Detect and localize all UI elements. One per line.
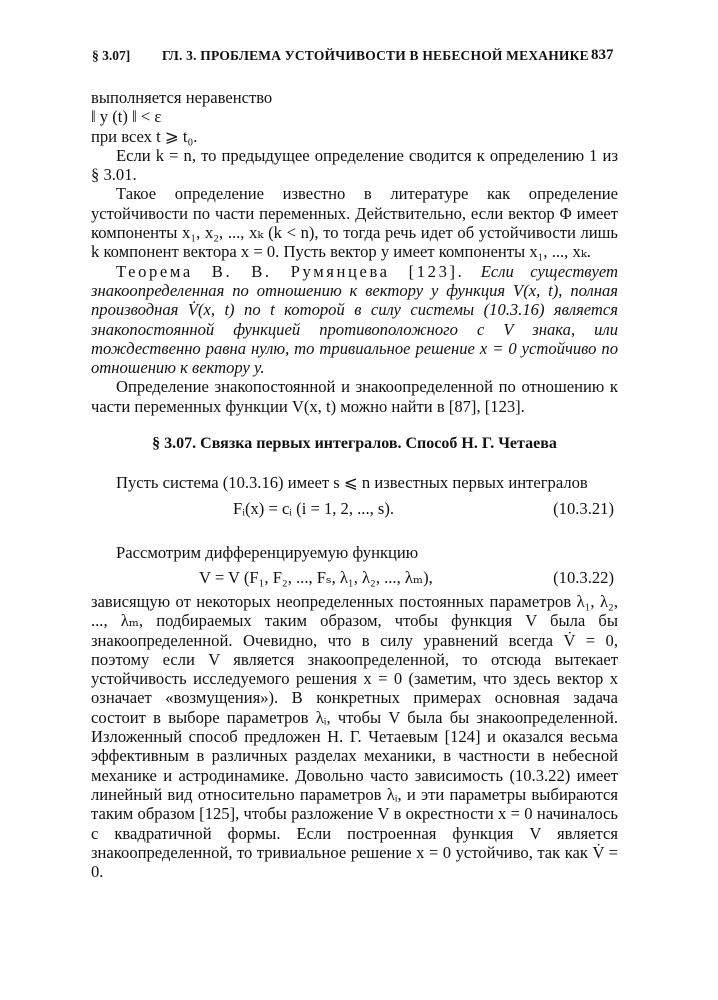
paragraph: Пусть система (10.3.16) имеет s ⩽ n известных первых интегралов: [116, 473, 588, 493]
paragraph: при всех t ⩾ t₀.: [91, 126, 198, 146]
section-heading: § 3.07. Связка первых интегралов. Способ Н. Г. Четаева: [152, 435, 557, 453]
theorem-statement: Если существует знакоопределенная по отношению к вектору y функция V(x, t), полная производная V̇(x, t) по t которой в силу системы (10.3.16) является знакопостоянной функцией противоположного с V знака, или тождественно равна нулю, то тривиальное решение x = 0 устойчиво по отношению к вектору y.: [91, 261, 619, 378]
paragraph: выполняется неравенство: [91, 88, 273, 107]
equation-body: Fᵢ(x) = cᵢ (i = 1, 2, ..., s).: [233, 498, 395, 518]
equation-number: (10.3.22): [553, 567, 614, 587]
running-head-title: ГЛ. 3. ПРОБЛЕМА УСТОЙЧИВОСТИ В НЕБЕСНОЙ МЕХАНИКЕ: [162, 48, 589, 63]
equation-body: V = V (F₁, F₂, ..., Fₛ, λ₁, λ₂, ..., λₘ),: [199, 567, 433, 587]
equation-10-3-21: [91, 493, 618, 523]
paragraph: зависящую от некоторых неопределенных постоянных параметров λ₁, λ₂, ..., λₘ, подбираемых таким образом, чтобы функция V была бы знакоопределенной. Очевидно, что в силу уравнений всегда V̇ = 0, поэтому если V является знакоопределенной, то отсюда вытекает устойчивость исследуемого решения x = 0 (заметим, что здесь вектор x означает «возмущения»). В конкретных примерах основная задача состоит в выборе параметров λᵢ, чтобы V была бы знакоопределенной. Изложенный способ предложен Н. Г. Четаевым [124] и оказался весьма эффективным в различных разделах механики, в частности в небесной механике и астродинамике. Довольно часто зависимость (10.3.22) имеет линейный вид относительно параметров λᵢ, и эти параметры выбираются таким образом [125], чтобы разложение V в окрестности x = 0 начиналось с квадратичной формы. Если построенная функция V является знакоопределенной, то тривиальное решение x = 0 устойчиво, так как V̇ = 0.: [91, 591, 618, 882]
paragraph: Определение знакопостоянной и знакоопределенной по отношению к части переменных функции V(x, t) можно найти в [87], [123].: [91, 377, 618, 416]
paragraph: Если k = n, то предыдущее определение сводится к определению 1 из § 3.01.: [91, 145, 618, 185]
equation-number: (10.3.21): [553, 498, 614, 518]
paragraph: Такое определение известно в литературе как определение устойчивости по части переменных. Действительно, если вектор Φ имеет компоненты x₁, x₂, ..., xₖ (k < n), то тогда речь идет об устойчивости лишь k компонент вектора x = 0. Пусть вектор y имеет компоненты x₁, ..., xₖ.: [91, 184, 618, 262]
paragraph: Рассмотрим дифференцируемую функцию: [116, 542, 419, 562]
theorem-paragraph: [91, 262, 618, 378]
equation-10-3-22: [91, 562, 618, 592]
body-text: [91, 88, 618, 881]
page-number: 837: [591, 47, 614, 63]
theorem-label: Теорема В. В. Румянцева [123].: [116, 261, 465, 281]
inequality-formula: ‖ y (t) ‖ < ε: [91, 107, 162, 127]
running-head-section: § 3.07]: [92, 48, 131, 63]
